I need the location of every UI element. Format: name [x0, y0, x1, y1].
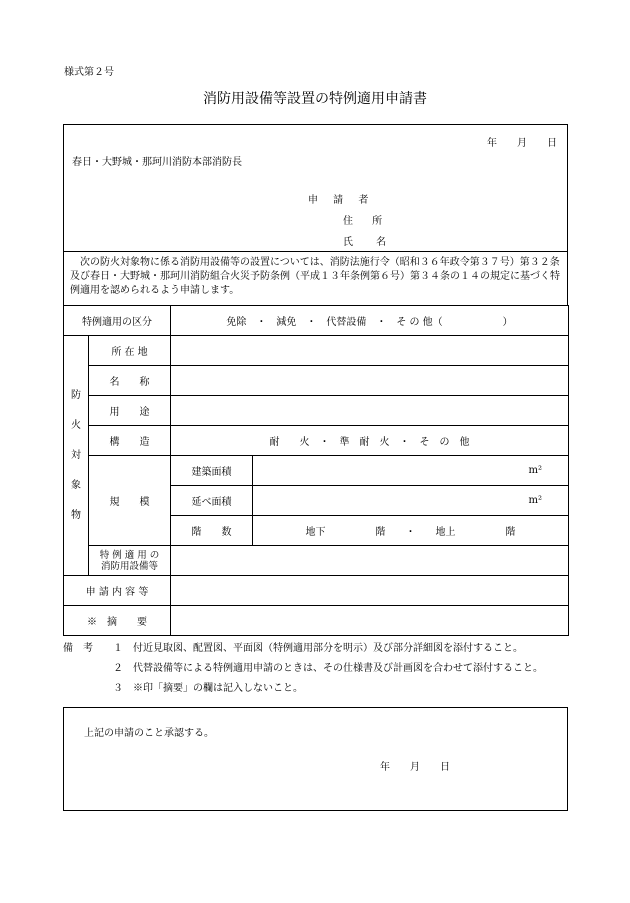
approval-date[interactable]: 年 月 日: [380, 762, 450, 773]
category-label: 特例適用の区分: [64, 306, 171, 336]
summary-field: [171, 606, 569, 636]
name-field[interactable]: [171, 366, 569, 396]
remark-number: ３: [113, 683, 123, 694]
floors-label: 階 数: [171, 516, 253, 546]
request-field[interactable]: [171, 576, 569, 606]
floor-area-field[interactable]: [253, 486, 569, 516]
remark-text: ※印「摘要」の欄は記入しないこと。: [133, 683, 303, 694]
scale-label: 規 模: [89, 456, 171, 546]
use-label: 用 途: [89, 396, 171, 426]
remark-item: [63, 642, 573, 662]
use-row: [64, 396, 569, 426]
remark-text: 付近見取図、配置図、平面図（特例適用部分を明示）及び部分詳細図を添付すること。: [133, 643, 523, 654]
floor-area-label: 延べ面積: [171, 486, 253, 516]
building-area-label: 建築面積: [171, 456, 253, 486]
remark-number: ２: [113, 663, 123, 674]
side-char: 火: [71, 419, 81, 431]
request-row: [64, 576, 569, 606]
form-number: 様式第２号: [64, 67, 114, 78]
remark-text: 代替設備等による特例適用申請のときは、その仕様書及び計画図を合わせて添付すること。: [133, 663, 543, 674]
name-label: 氏 名: [343, 237, 397, 248]
special-equipment-field[interactable]: [171, 546, 569, 576]
addressee: 春日・大野城・那珂川消防本部消防長: [72, 157, 242, 168]
name-row: [64, 366, 569, 396]
applicant-label: 申 請 者: [308, 195, 375, 206]
side-label: [64, 336, 89, 576]
structure-row: [64, 426, 569, 456]
special-equipment-label: 特 例 適 用 の 消防用設備等: [89, 546, 171, 576]
side-char: 防: [71, 389, 81, 401]
application-date[interactable]: 年 月 日: [487, 138, 557, 149]
use-field[interactable]: [171, 396, 569, 426]
structure-label: 構 造: [89, 426, 171, 456]
page-title: 消防用設備等設置の特例適用申請書: [203, 91, 427, 107]
request-label: 申 請 内 容 等: [64, 576, 171, 606]
approval-text: 上記の申請のこと承認する。: [84, 728, 214, 739]
category-row: [64, 306, 569, 336]
remarks-heading: 備 考: [63, 643, 93, 654]
building-area-field[interactable]: [253, 456, 569, 486]
application-table: [63, 305, 569, 636]
side-char: 物: [71, 509, 81, 521]
location-row: [64, 336, 569, 366]
name-label-cell: 名 称: [89, 366, 171, 396]
location-label: 所 在 地: [89, 336, 171, 366]
location-field[interactable]: [171, 336, 569, 366]
category-options[interactable]: 免除 ・ 減免 ・ 代替設備 ・ そ の 他（ ）: [171, 306, 569, 336]
side-char: 象: [71, 479, 81, 491]
summary-row: [64, 606, 569, 636]
building-area-row: [64, 456, 569, 486]
intro-text: 次の防火対象物に係る消防用設備等の設置については、消防法施行令（昭和３６年政令第３７号）第３２条及び春日・大野城・那珂川消防組合火災予防条例（平成１３年条例第６号）第３４条の１４の規定に基づく特例適用を認められるよう申請します。: [70, 257, 560, 296]
remark-number: １: [113, 643, 123, 654]
address-label: 住 所: [343, 216, 391, 227]
remark-item: [63, 682, 573, 702]
side-char: 対: [71, 449, 81, 461]
application-header: [63, 124, 568, 251]
structure-options[interactable]: 耐 火 ・ 準 耐 火 ・ そ の 他: [171, 426, 569, 456]
summary-label: ※ 摘 要: [64, 606, 171, 636]
approval-box: [63, 707, 568, 811]
intro-statement: [63, 251, 568, 305]
remarks: [63, 642, 573, 702]
special-equipment-row: [64, 546, 569, 576]
remark-item: [63, 662, 573, 682]
floor-area-unit: m²: [528, 495, 543, 506]
floors-field[interactable]: 地下 階 ・ 地上 階: [253, 516, 569, 546]
building-area-unit: m²: [528, 465, 543, 476]
